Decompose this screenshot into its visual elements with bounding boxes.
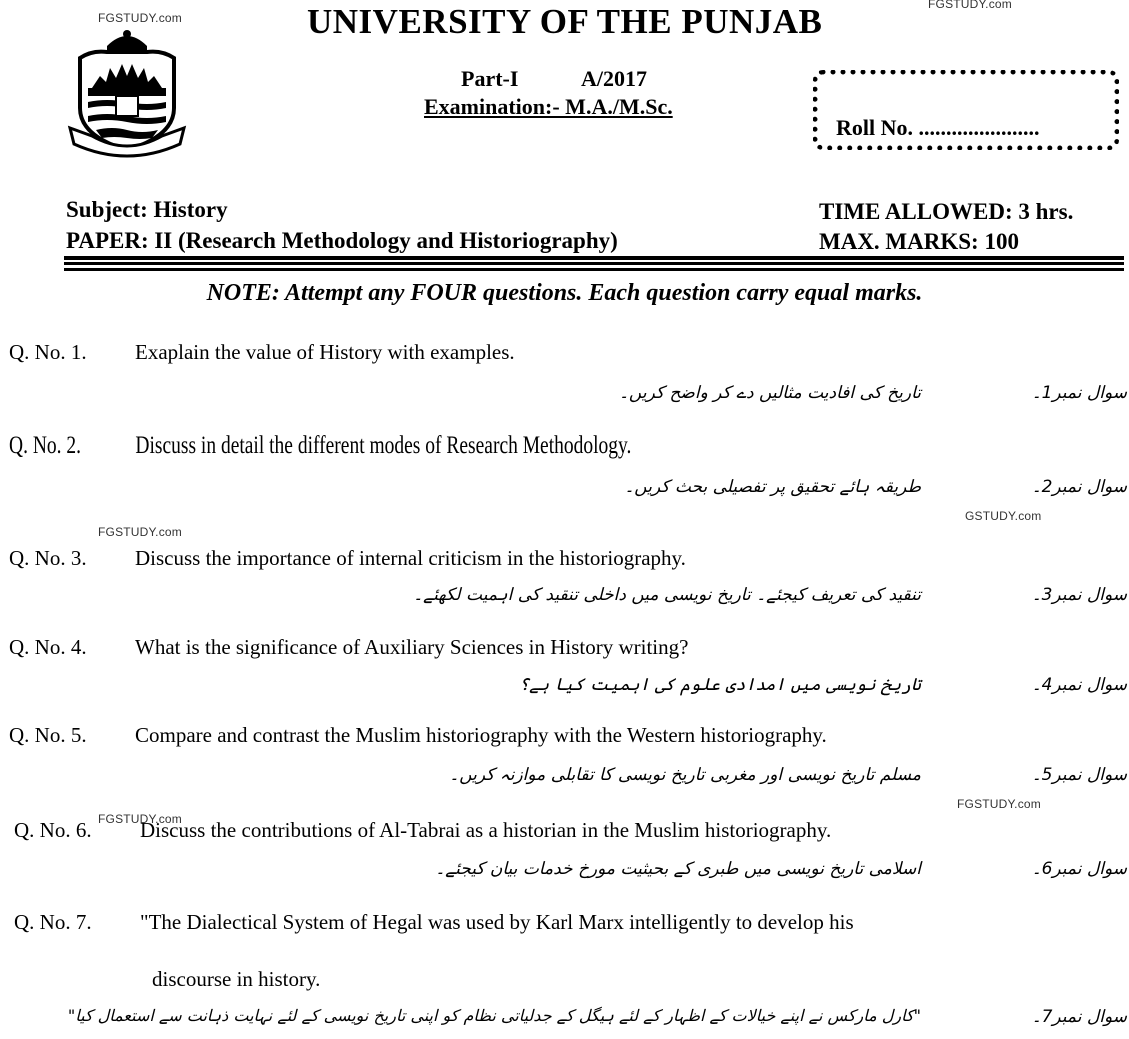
watermark: FGSTUDY.com [98, 812, 182, 826]
question-text: What is the significance of Auxiliary Sciences in History writing? [135, 635, 689, 659]
question-6 [14, 818, 831, 843]
question-1 [9, 340, 515, 365]
question-2-urdu: طریقہ ہائے تحقیق پر تفصیلی بحث کریں۔ [624, 477, 921, 497]
paper-label: PAPER: II (Research Methodology and Historiography) [66, 228, 618, 253]
question-number: Q. No. 1. [9, 340, 87, 364]
watermark: FGSTUDY.com [957, 797, 1041, 811]
question-7-urdu: "کارل مارکس نے اپنے خیالات کے اظہار کے لئے ہیگل کے جدلیاتی نظام کو اپنی تاریخ نویسی کے لئے نہایت ذہانت سے استعمال کیا" [67, 1006, 921, 1025]
watermark: FGSTUDY.com [98, 11, 182, 25]
question-6-urdu-number: سوال نمبر6۔ [1031, 859, 1127, 879]
question-2 [9, 432, 631, 460]
university-crest-icon [62, 28, 192, 160]
exam-session: A/2017 [581, 66, 647, 91]
divider [64, 262, 1124, 265]
time-allowed: TIME ALLOWED: 3 hrs. [819, 199, 1074, 224]
question-3 [9, 546, 686, 571]
question-text: Discuss the contributions of Al-Tabrai as a historian in the Muslim historiography. [140, 818, 832, 842]
university-title: UNIVERSITY OF THE PUNJAB [307, 2, 823, 41]
divider [64, 268, 1124, 271]
question-4-urdu-number: سوال نمبر4۔ [1031, 675, 1127, 695]
question-3-urdu-number: سوال نمبر3۔ [1031, 585, 1127, 605]
question-4-urdu: تاریخ نویسی میں امدادی علوم کی اہمیت کیا ہے؟ [519, 675, 921, 695]
question-number: Q. No. 2. [9, 432, 82, 459]
max-marks: MAX. MARKS: 100 [819, 229, 1019, 254]
question-number: Q. No. 6. [14, 818, 92, 842]
watermark: FGSTUDY.com [928, 0, 1012, 11]
question-number: Q. No. 4. [9, 635, 87, 659]
watermark: GSTUDY.com [965, 509, 1042, 523]
roll-number-field[interactable]: Roll No. ...................... [836, 115, 1040, 140]
question-5 [9, 723, 827, 748]
question-1-urdu-number: سوال نمبر1۔ [1031, 383, 1127, 403]
subject-label: Subject: History [66, 197, 228, 222]
question-3-urdu: تنقید کی تعریف کیجئے۔ تاریخ نویسی میں داخلی تنقید کی اہمیت لکھئے۔ [413, 585, 921, 605]
question-5-urdu: مسلم تاریخ نویسی اور مغربی تاریخ نویسی کا تقابلی موازنہ کریں۔ [449, 765, 921, 785]
question-5-urdu-number: سوال نمبر5۔ [1031, 765, 1127, 785]
question-text: "The Dialectical System of Hegal was used by Karl Marx intelligently to develop his [140, 910, 854, 934]
question-number: Q. No. 3. [9, 546, 87, 570]
question-6-urdu: اسلامی تاریخ نویسی میں طبری کے بحیثیت مورخ خدمات بیان کیجئے۔ [435, 859, 921, 879]
question-7-urdu-number: سوال نمبر7۔ [1031, 1007, 1127, 1027]
question-text: Discuss the importance of internal criticism in the historiography. [135, 546, 686, 570]
question-4 [9, 635, 688, 660]
question-number: Q. No. 7. [14, 910, 92, 934]
instructions-note: NOTE: Attempt any FOUR questions. Each question carry equal marks. [206, 280, 923, 306]
question-text: Compare and contrast the Muslim historiography with the Western historiography. [135, 723, 827, 747]
question-2-urdu-number: سوال نمبر2۔ [1031, 477, 1127, 497]
exam-part: Part-I [461, 66, 519, 91]
divider [64, 256, 1124, 260]
question-1-urdu: تاریخ کی افادیت مثالیں دے کر واضح کریں۔ [618, 383, 921, 403]
question-number: Q. No. 5. [9, 723, 87, 747]
watermark: FGSTUDY.com [98, 525, 182, 539]
examination-type: Examination:- M.A./M.Sc. [424, 94, 673, 119]
question-7 [14, 910, 854, 935]
question-text: Exaplain the value of History with examples. [135, 340, 515, 364]
question-7-continued: discourse in history. [152, 967, 321, 991]
question-text: Discuss in detail the different modes of Research Methodology. [135, 432, 632, 459]
